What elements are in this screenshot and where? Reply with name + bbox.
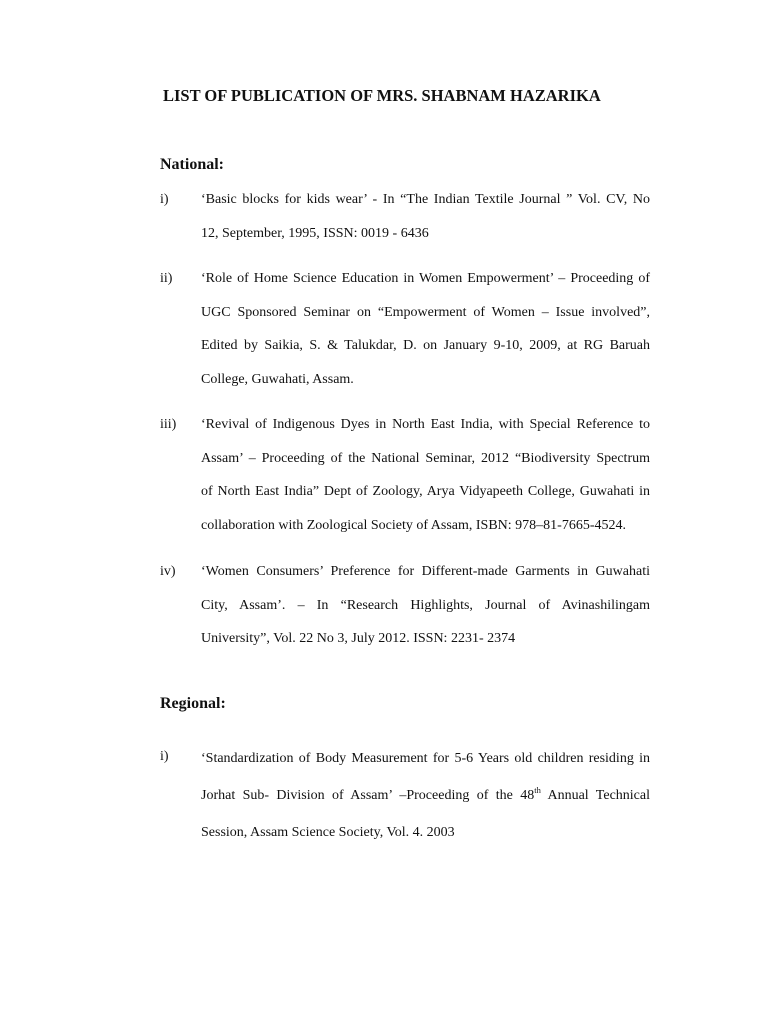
entry-line: ‘Basic blocks for kids wear’ - In “The Indian Textile Journal ” Vol. CV, No (201, 192, 650, 207)
document-title: LIST OF PUBLICATION OF MRS. SHABNAM HAZARIKA (163, 86, 601, 105)
entry-line: ‘Standardization of Body Measurement for 5-6 Years old children residing in (201, 751, 650, 766)
entry-line: UGC Sponsored Seminar on “Empowerment of Women – Issue involved”, (201, 304, 650, 320)
entry-text (201, 555, 650, 656)
entry-line-part: Jorhat Sub- Division of Assam’ –Proceeding of the 48 (201, 788, 535, 803)
entry-line: collaboration with Zoological Society of Assam, ISBN: 978–81-7665-4524. (201, 517, 627, 533)
section-heading-national: National: (160, 156, 224, 173)
entry-number: i) (160, 749, 169, 764)
entry-number: i) (160, 192, 169, 207)
entry-line: of North East India” Dept of Zoology, Arya Vidyapeeth College, Guwahati in (201, 484, 650, 499)
entry-line: College, Guwahati, Assam. (201, 371, 354, 387)
entry-number: iv) (160, 564, 176, 579)
entry-number: ii) (160, 271, 173, 286)
entry-line (201, 777, 650, 814)
entry-text (201, 408, 650, 542)
entry-line-part: Annual Technical (540, 788, 650, 803)
entry-text (201, 183, 650, 250)
entry-line: University”, Vol. 22 No 3, July 2012. ISSN: 2231- 2374 (201, 631, 516, 646)
entry-line: ‘Women Consumers’ Preference for Different-made Garments in Guwahati (201, 564, 650, 579)
entry-number: iii) (160, 417, 177, 432)
entry-line: 12, September, 1995, ISSN: 0019 - 6436 (201, 225, 429, 241)
ordinal-superscript: th (534, 785, 541, 795)
entry-line: ‘Revival of Indigenous Dyes in North East India, with Special Reference to (201, 417, 650, 432)
entry-line: Session, Assam Science Society, Vol. 4. 2003 (201, 825, 455, 840)
entry-line: ‘Role of Home Science Education in Women Empowerment’ – Proceeding of (201, 271, 650, 286)
entry-text (201, 740, 650, 851)
section-heading-regional: Regional: (160, 695, 226, 712)
entry-text (201, 262, 650, 396)
entry-line: Assam’ – Proceeding of the National Seminar, 2012 “Biodiversity Spectrum (201, 450, 650, 466)
entry-line: City, Assam’. – In “Research Highlights, Journal of Avinashilingam (201, 597, 650, 613)
entry-line: Edited by Saikia, S. & Talukdar, D. on January 9-10, 2009, at RG Baruah (201, 338, 650, 353)
